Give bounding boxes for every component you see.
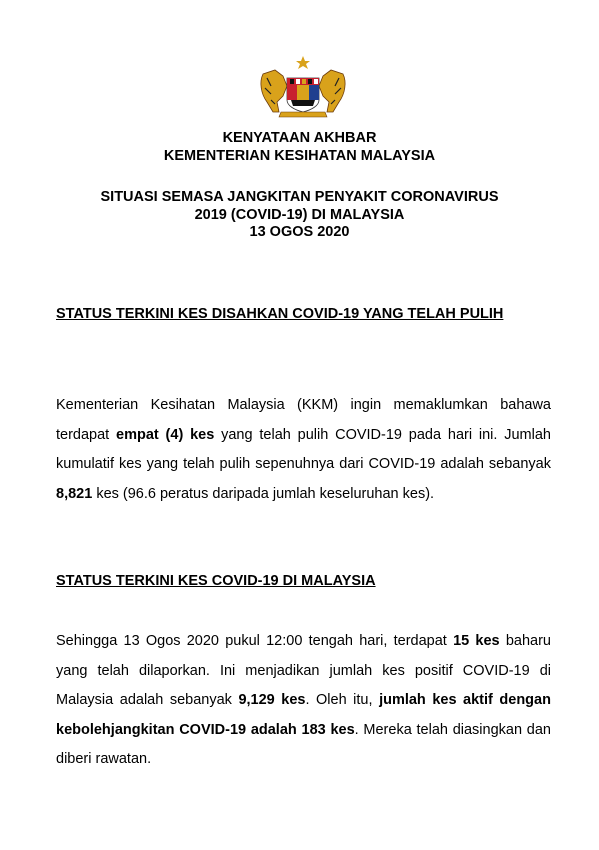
- paragraph-recovered: [56, 391, 551, 509]
- coat-of-arms-emblem: [257, 56, 349, 118]
- document-title: [0, 189, 599, 242]
- section-heading-status: STATUS TERKINI KES COVID-19 DI MALAYSIA: [56, 573, 376, 589]
- title-line-2: 2019 (COVID-19) DI MALAYSIA: [194, 206, 405, 223]
- text-segment: Sehingga 13 Ogos 2020 pukul 12:00 tengah hari, terdapat: [56, 633, 454, 649]
- text-segment: baharu yang telah dilaporkan. Ini menjadikan jumlah kes positif COVID-19 di Malaysia adalah sebanyak: [56, 633, 551, 708]
- paragraph-status: [56, 627, 551, 775]
- bold-segment: empat (4) kes: [116, 426, 215, 443]
- bold-segment: 15 kes: [453, 633, 500, 649]
- text-segment: . Mereka telah diasingkan dan diberi rawatan.: [56, 721, 551, 767]
- section-heading-recovered: STATUS TERKINI KES DISAHKAN COVID-19 YANG TELAH PULIH: [56, 306, 504, 322]
- text-segment: Kementerian Kesihatan Malaysia (KKM) ingin memaklumkan bahawa terdapat: [56, 397, 551, 443]
- left-tiger: [261, 70, 287, 112]
- motto-scroll: [279, 112, 327, 117]
- title-line-1: SITUASI SEMASA JANGKITAN PENYAKIT CORONAVIRUS: [100, 189, 499, 205]
- text-segment: . Oleh itu,: [305, 692, 380, 708]
- header-line-1: KENYATAAN AKHBAR: [222, 130, 377, 146]
- header-line-2: KEMENTERIAN KESIHATAN MALAYSIA: [163, 147, 436, 164]
- right-tiger: [319, 70, 345, 112]
- text-segment: kes (96.6 peratus daripada jumlah keseluruhan kes).: [92, 485, 435, 502]
- star-icon: [296, 56, 310, 69]
- bold-segment: 9,129 kes: [238, 692, 306, 708]
- title-date: 13 OGOS 2020: [249, 224, 350, 240]
- bold-segment: 8,821: [56, 485, 93, 502]
- press-release-header: [0, 130, 599, 165]
- bold-segment: jumlah kes aktif dengan kebolehjangkitan COVID-19 adalah 183 kes: [56, 692, 551, 738]
- text-segment: yang telah pulih COVID-19 pada hari ini. Jumlah kumulatif kes yang telah pulih sepenuhnya dari COVID-19 adalah sebanyak: [56, 426, 551, 472]
